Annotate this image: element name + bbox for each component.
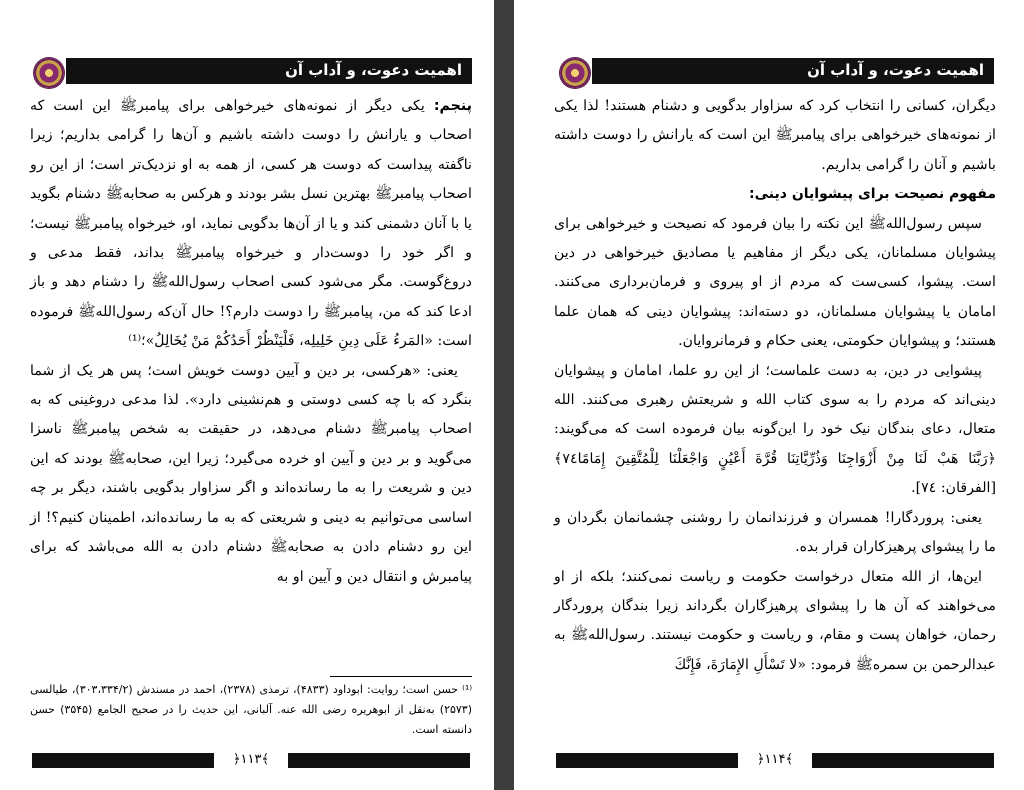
footer-bar-right bbox=[812, 753, 994, 768]
book-gutter bbox=[494, 0, 514, 790]
body-text bbox=[554, 92, 996, 680]
paragraph-lead: پنجم: bbox=[433, 98, 472, 114]
paragraph: این‌ها، از الله متعال درخواست حکومت و ریاست نمی‌کنند؛ بلکه از او می‌خواهند که آن ها را پیشوای پرهیزگاران بگرداند زیرا بندگان پروردگار رحمان، خواهان پست و مقام، و ریاست و حکومت نیستند. رسول‌اللهﷺ به عبدالرحمن بن سمرهﷺ فرمود: «لا تَسْأَلِ الإِمَارَةَ، فَإِنَّكَ bbox=[554, 568, 996, 673]
page-114 bbox=[514, 0, 1024, 790]
ornament-emblem-icon bbox=[34, 58, 64, 88]
paragraph-text: یعنی: «هرکسی، بر دین و آیین دوست خویش است؛ پس هر یک از شما بنگرد که با چه کسی دوستی و هم‌نشینی دارد». لذا مدعی دروغینی که به اصحاب پیامبرﷺ دشنام می‌دهد، در حقیقت به شخص پیامبرﷺ ناسزا می‌گوید و بر دین و آیین او خرده می‌گیرد؛ زیرا این، صحابهﷺ بودند که این دین و شریعت را به ما رسانده‌اند و اگر سزاوار بدگویی باشند، دیگر بر چه اساسی می‌توانیم به دینی و شریعتی که به ما رسانده‌اند، اطمینان کنیم؟! از این رو دشنام دادن به صحابهﷺ دشنام دادن به الله می‌باشد که برای پیامبرش و انتقال دین و آیین او به bbox=[30, 362, 472, 585]
section-heading: مفهوم نصیحت برای پیشوایان دینی: bbox=[749, 186, 996, 203]
paragraph: دیگران، کسانی را انتخاب کرد که سزاوار بدگویی و دشنام هستند! لذا یکی از نمونه‌های خیرخواهی برای پیامبرﷺ این است که یارانش را دوست داشته باشیم و آنان را گرامی بداریم. bbox=[554, 98, 996, 173]
header-title: اهمیت دعوت، و آداب آن bbox=[807, 61, 984, 79]
footnote-separator bbox=[330, 676, 472, 677]
ornament-emblem-icon bbox=[560, 58, 590, 88]
header-title: اهمیت دعوت، و آداب آن bbox=[285, 61, 462, 79]
footer-bar-left bbox=[32, 753, 214, 768]
paragraph: سپس رسول‌اللهﷺ این نکته را بیان فرمود که نصیحت و خیرخواهی برای پیشوایان مسلمانان، یکی دیگر از مفاهیم یا مصادیق خیرخواهی در دین است. پیشوا، کسی‌ست که مردم از او پیروی و فرمان‌برداری می‌کنند. امامان یا پیشوایان مسلمانان، دو دسته‌اند: پیشوایان دینی که همان علما هستند؛ و پیشوایان حکومتی، یعنی حکام و فرمانروایان. bbox=[554, 215, 996, 350]
running-header bbox=[66, 58, 472, 82]
header-rule bbox=[592, 82, 994, 84]
footer-bar-left bbox=[556, 753, 738, 768]
paragraph: یعنی: پروردگارا! همسران و فرزندانمان را روشنی چشمانمان بگردان و ما را پیشوای پرهیزکاران قرار بده. bbox=[554, 509, 996, 556]
body-text bbox=[30, 92, 472, 592]
running-header bbox=[592, 58, 994, 82]
page-number: ﴿۱۱۴﴾ bbox=[756, 752, 794, 767]
page-number: ﴿۱۱۳﴾ bbox=[232, 752, 270, 767]
paragraph: پیشوایی در دین، به دست علماست؛ از این رو علما، امامان و پیشوایان دینی‌اند که مردم را به سوی کتاب الله و شریعتش رهبری می‌کنند. الله متعال، دعای بندگان نیک خود را این‌گونه بیان فرموده است که می‌گویند: ﴿رَبَّنَا هَبْ لَنَا مِنْ أَزْوَاجِنَا وَذُرِّيَّاتِنَا قُرَّةَ أَعْيُنٍ وَاجْعَلْنَا لِلْمُتَّقِينَ إِمَامًا٧٤﴾ [الفرقان: ٧٤]. bbox=[554, 362, 996, 497]
paragraph bbox=[30, 92, 472, 357]
paragraph bbox=[30, 357, 472, 592]
page-113 bbox=[0, 0, 494, 790]
paragraph-text: یکی دیگر از نمونه‌های خیرخواهی برای پیامبرﷺ این است که اصحاب و یارانش را دوست داشته باشیم و آن‌ها را گرامی بداریم؛ زیرا ناگفته پیداست که دوست هر کسی، از همه به او نزدیک‌تر است؛ از این رو اصحاب پیامبرﷺ بهترین نسل بشر بودند و هرکس به صحابهﷺ دشنام بگوید یا با آنان دشمنی کند و یا از آن‌ها بدگویی نماید، او، خیرخواه پیامبرﷺ نیست؛ و اگر خود را دوست‌دار و خیرخواه پیامبرﷺ بداند، فقط مدعی و دروغ‌گوست. مگر می‌شود کسی اصحاب رسول‌اللهﷺ را دشنام دهد و باز ادعا کند که من، پیامبرﷺ را دوست دارم؟! حال آن‌که رسول‌اللهﷺ فرموده است: «المَرءُ عَلَى دِينِ خَلِيلِه، فَلْيَنْظُرْ أَحَدُكُمْ مَنْ يُخَالِلُ»؛⁽¹⁾ bbox=[30, 98, 472, 350]
footer-bar-right bbox=[288, 753, 470, 768]
header-rule bbox=[66, 82, 472, 84]
footnote: ⁽¹⁾ حسن است؛ روایت: ابوداود (۴۸۳۳)، ترمذی (۲۳۷۸)، احمد در مسندش (۳۰۳،۳۳۴/۲)، طیالسی (۲۵۷۳) به‌نقل از ابوهریره رضی الله عنه. آلبانی، این حدیث را در صحیح الجامع (۳۵۴۵) حسن دانسته است. bbox=[30, 683, 473, 736]
